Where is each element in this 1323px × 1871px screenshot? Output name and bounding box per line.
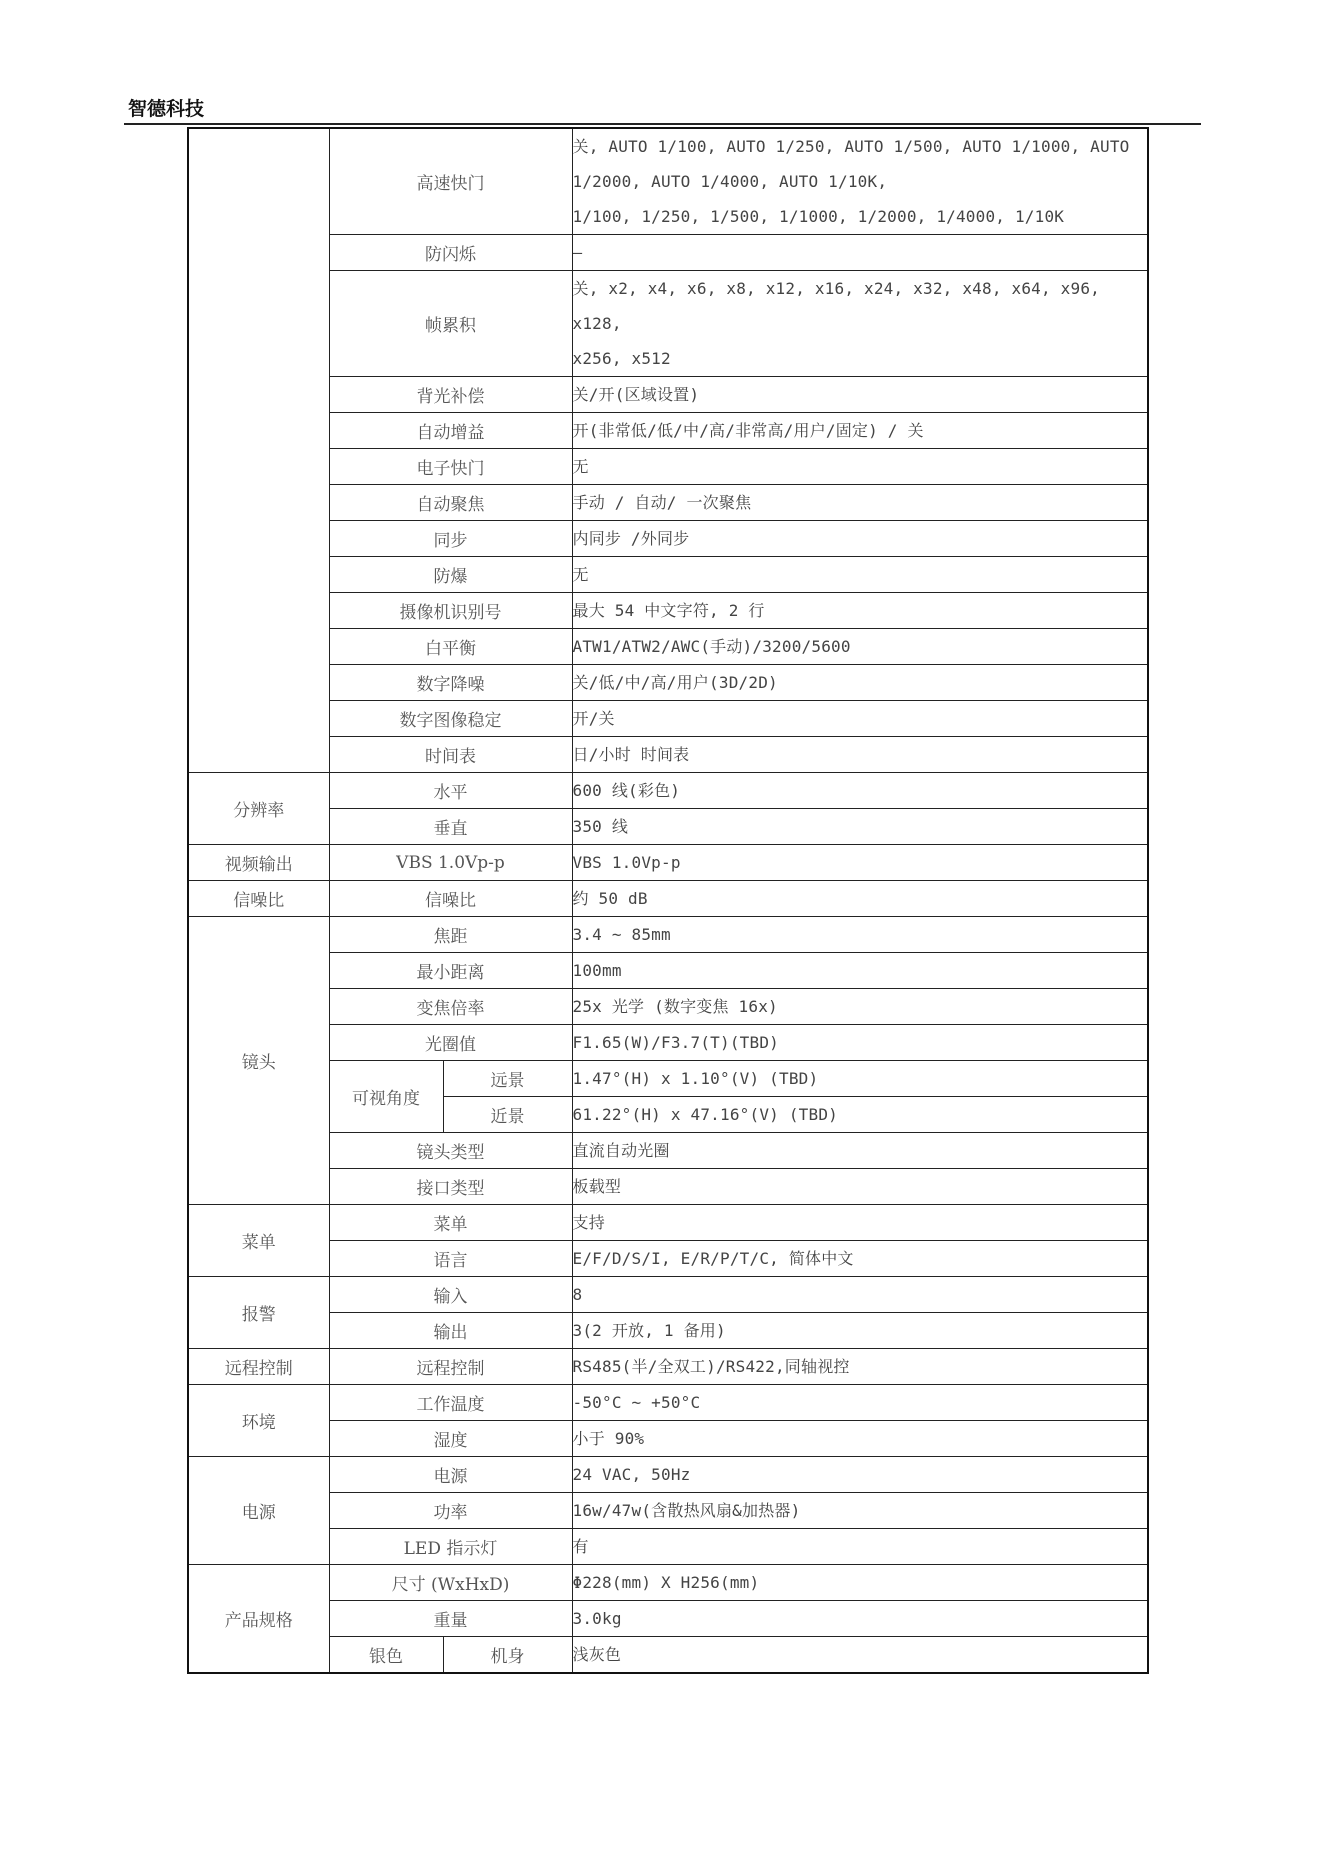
value-digital-noise-reduction: 关/低/中/高/用户(3D/2D) [572,665,1148,701]
value-video-output: VBS 1.0Vp-p [572,845,1148,881]
value-line: 1/2000, AUTO 1/4000, AUTO 1/10K, [572,172,888,191]
category-environment: 环境 [188,1385,329,1457]
item-explosion-proof: 防爆 [329,557,572,593]
value-snr: 约 50 dB [572,881,1148,917]
item-snr: 信噪比 [329,881,572,917]
item-operating-temperature: 工作温度 [329,1385,572,1421]
category-snr: 信噪比 [188,881,329,917]
value-alarm-output: 3(2 开放, 1 备用) [572,1313,1148,1349]
item-alarm-input: 输入 [329,1277,572,1313]
value-explosion-proof: 无 [572,557,1148,593]
value-horizontal: 600 线(彩色) [572,773,1148,809]
item-menu: 菜单 [329,1205,572,1241]
value-remote-control: RS485(半/全双工)/RS422,同轴视控 [572,1349,1148,1385]
value-power-consumption: 16w/47w(含散热风扇&加热器) [572,1493,1148,1529]
item-field-of-view: 可视角度 [329,1061,443,1133]
value-vertical: 350 线 [572,809,1148,845]
item-auto-focus: 自动聚焦 [329,485,572,521]
spec-table [187,127,1149,1674]
value-body-color: 浅灰色 [572,1637,1148,1674]
value-line: 关, AUTO 1/100, AUTO 1/250, AUTO 1/500, AUTO 1/1000, AUTO [572,137,1130,156]
item-weight: 重量 [329,1601,572,1637]
value-high-speed-shutter [572,128,1148,235]
value-zoom-ratio: 25x 光学 (数字变焦 16x) [572,989,1148,1025]
sub-item-body: 机身 [443,1637,572,1674]
value-aperture: F1.65(W)/F3.7(T)(TBD) [572,1025,1148,1061]
value-auto-gain: 开(非常低/低/中/高/非常高/用户/固定) / 关 [572,413,1148,449]
value-language: E/F/D/S/I, E/R/P/T/C, 简体中文 [572,1241,1148,1277]
category-lens: 镜头 [188,917,329,1205]
item-remote-control: 远程控制 [329,1349,572,1385]
value-frame-accumulation [572,271,1148,377]
item-color: 银色 [329,1637,443,1674]
value-backlight: 关/开(区域设置) [572,377,1148,413]
item-humidity: 湿度 [329,1421,572,1457]
item-high-speed-shutter: 高速快门 [329,128,572,235]
value-weight: 3.0kg [572,1601,1148,1637]
item-power-consumption: 功率 [329,1493,572,1529]
item-lens-type: 镜头类型 [329,1133,572,1169]
value-camera-id: 最大 54 中文字符, 2 行 [572,593,1148,629]
category-video-output: 视频输出 [188,845,329,881]
category-resolution: 分辨率 [188,773,329,845]
item-anti-flicker: 防闪烁 [329,235,572,271]
value-schedule: 日/小时 时间表 [572,737,1148,773]
category-cell-camera [188,128,329,773]
item-mount-type: 接口类型 [329,1169,572,1205]
value-electronic-shutter: 无 [572,449,1148,485]
item-digital-noise-reduction: 数字降噪 [329,665,572,701]
value-operating-temperature: -50°C ~ +50°C [572,1385,1148,1421]
category-product-spec: 产品规格 [188,1565,329,1674]
item-focal-length: 焦距 [329,917,572,953]
item-aperture: 光圈值 [329,1025,572,1061]
item-video-output: VBS 1.0Vp-p [329,845,572,881]
value-white-balance: ATW1/ATW2/AWC(手动)/3200/5600 [572,629,1148,665]
category-power: 电源 [188,1457,329,1565]
item-frame-accumulation: 帧累积 [329,271,572,377]
value-menu: 支持 [572,1205,1148,1241]
category-menu: 菜单 [188,1205,329,1277]
value-dimensions: Φ228(mm) X H256(mm) [572,1565,1148,1601]
item-min-distance: 最小距离 [329,953,572,989]
category-alarm: 报警 [188,1277,329,1349]
item-alarm-output: 输出 [329,1313,572,1349]
category-remote-control: 远程控制 [188,1349,329,1385]
value-led-indicator: 有 [572,1529,1148,1565]
sub-item-wide: 近景 [443,1097,572,1133]
item-language: 语言 [329,1241,572,1277]
value-line: 1/100, 1/250, 1/500, 1/1000, 1/2000, 1/4000, 1/10K [572,207,1065,226]
value-power-supply: 24 VAC, 50Hz [572,1457,1148,1493]
value-mount-type: 板载型 [572,1169,1148,1205]
item-power-supply: 电源 [329,1457,572,1493]
value-anti-flicker: – [572,235,1148,271]
value-tele: 1.47°(H) x 1.10°(V) (TBD) [572,1061,1148,1097]
item-schedule: 时间表 [329,737,572,773]
value-focal-length: 3.4 ~ 85mm [572,917,1148,953]
value-image-stabilization: 开/关 [572,701,1148,737]
value-lens-type: 直流自动光圈 [572,1133,1148,1169]
item-vertical: 垂直 [329,809,572,845]
company-header: 智德科技 [128,98,205,120]
item-led-indicator: LED 指示灯 [329,1529,572,1565]
item-camera-id: 摄像机识别号 [329,593,572,629]
item-sync: 同步 [329,521,572,557]
item-backlight: 背光补偿 [329,377,572,413]
value-min-distance: 100mm [572,953,1148,989]
item-white-balance: 白平衡 [329,629,572,665]
value-auto-focus: 手动 / 自动/ 一次聚焦 [572,485,1148,521]
header-rule [124,123,1201,125]
item-horizontal: 水平 [329,773,572,809]
item-zoom-ratio: 变焦倍率 [329,989,572,1025]
item-image-stabilization: 数字图像稳定 [329,701,572,737]
value-sync: 内同步 /外同步 [572,521,1148,557]
item-electronic-shutter: 电子快门 [329,449,572,485]
sub-item-tele: 远景 [443,1061,572,1097]
value-wide: 61.22°(H) x 47.16°(V) (TBD) [572,1097,1148,1133]
item-dimensions: 尺寸 (WxHxD) [329,1565,572,1601]
value-line: x256, x512 [572,349,671,368]
value-alarm-input: 8 [572,1277,1148,1313]
item-auto-gain: 自动增益 [329,413,572,449]
value-line: 关, x2, x4, x6, x8, x12, x16, x24, x32, x48, x64, x96, x128, [572,279,1101,333]
value-humidity: 小于 90% [572,1421,1148,1457]
